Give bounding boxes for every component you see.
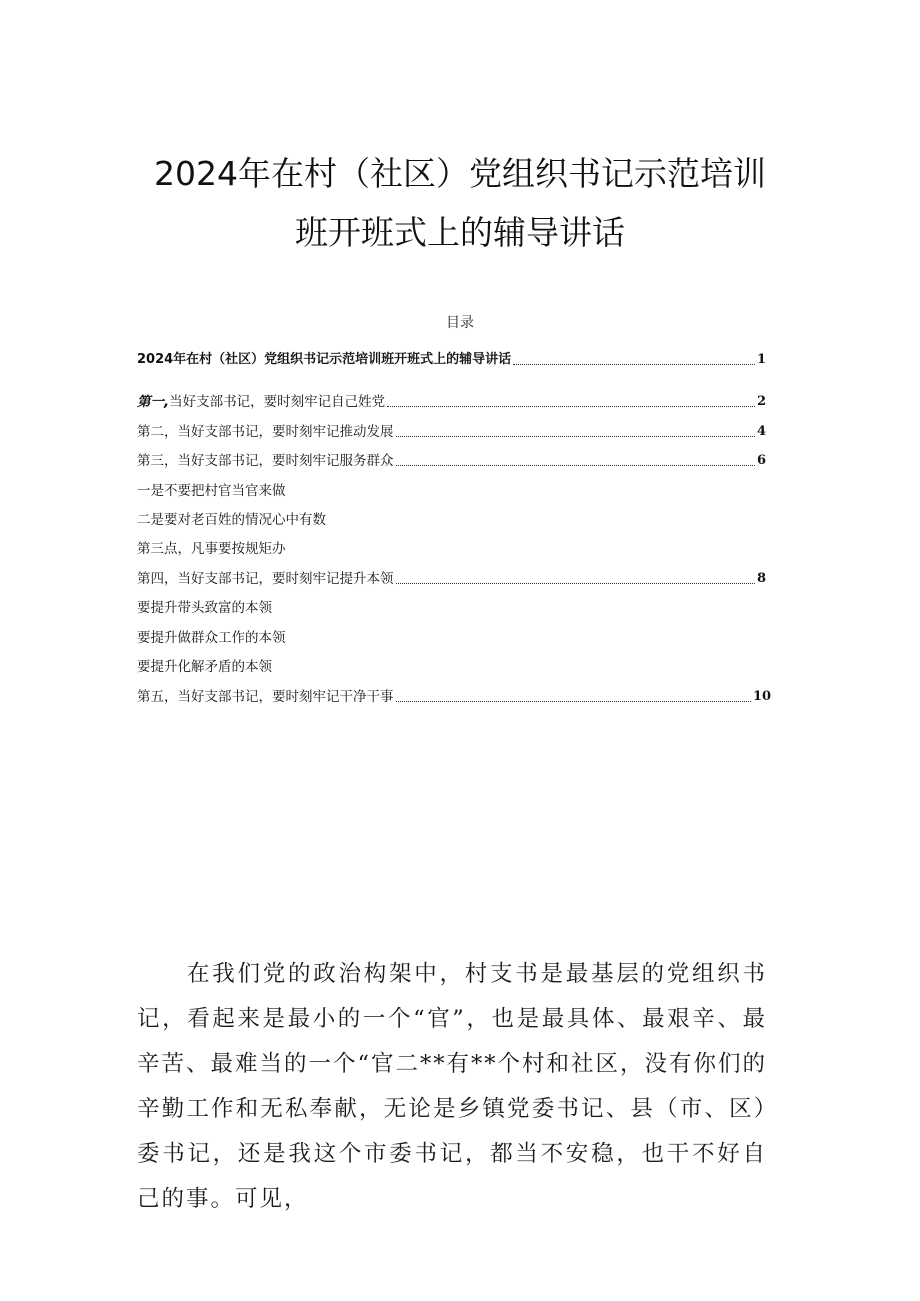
- toc-entry[interactable]: [137, 687, 772, 707]
- toc-entry[interactable]: [137, 510, 767, 530]
- toc-entry-text: 第四，当好支部书记，要时刻牢记提升本领: [137, 571, 394, 587]
- toc-page-number: 8: [757, 571, 767, 586]
- toc-entry-rest: 当好支部书记，要时刻牢记自己姓党: [169, 394, 386, 410]
- toc-entry-text: 2024年在村（社区）党组织书记示范培训班开班式上的辅导讲话: [137, 352, 512, 367]
- toc-page-number: 10: [753, 689, 772, 704]
- toc-entry[interactable]: [137, 481, 767, 501]
- toc-page-number: 1: [757, 352, 767, 367]
- toc-entry[interactable]: [137, 657, 767, 677]
- toc-entry[interactable]: [137, 350, 767, 370]
- toc-entry[interactable]: [137, 628, 767, 648]
- toc-entry[interactable]: [137, 392, 767, 412]
- toc-entry-lead: 第一,: [137, 394, 170, 410]
- toc-entry-text: 二是要对老百姓的情况心中有数: [137, 512, 326, 528]
- document-title-line-2: 班开班式上的辅导讲话: [295, 213, 625, 252]
- body-paragraph: 在我们党的政治构架中，村支书是最基层的党组织书记，看起来是最小的一个“官”，也是最具体、最艰辛、最辛苦、最难当的一个“官二**有**个村和社区，没有你们的辛勤工作和无私奉献，无论是乡镇党委书记、县（市、区）委书记，还是我这个市委书记，都当不安稳，也干不好自己的事。可见，: [137, 961, 768, 1212]
- toc-entry-text: 要提升做群众工作的本领: [137, 630, 286, 646]
- toc-entry[interactable]: [137, 451, 767, 471]
- toc-entry-text: 第二，当好支部书记，要时刻牢记推动发展: [137, 424, 394, 440]
- toc-leader-dots: [513, 364, 755, 365]
- toc-page-number: 4: [757, 424, 767, 439]
- toc-entry[interactable]: [137, 539, 767, 559]
- toc-entry-text: 一是不要把村官当官来做: [137, 483, 286, 499]
- document-title-line-1: 2024年在村（社区）党组织书记示范培训: [154, 154, 766, 193]
- toc-page-number: 6: [757, 453, 767, 468]
- toc-leader-dots: [396, 583, 756, 584]
- toc-entry-text: [137, 392, 385, 412]
- toc-page-number: 2: [757, 394, 767, 409]
- toc-entry[interactable]: [137, 598, 767, 618]
- toc-leader-dots: [396, 701, 752, 702]
- toc-entry[interactable]: [137, 569, 767, 589]
- toc-leader-dots: [396, 436, 756, 437]
- toc-entry-text: 要提升化解矛盾的本领: [137, 659, 272, 675]
- toc-entry[interactable]: [137, 422, 767, 442]
- toc-leader-dots: [396, 465, 756, 466]
- toc-heading: 目录: [446, 315, 474, 331]
- toc-entry-text: 要提升带头致富的本领: [137, 600, 272, 616]
- toc-leader-dots: [387, 406, 755, 407]
- toc-entry-text: 第三点，凡事要按规矩办: [137, 541, 286, 557]
- toc-entry-text: 第三，当好支部书记，要时刻牢记服务群众: [137, 453, 394, 469]
- toc-entry-text: 第五，当好支部书记，要时刻牢记干净干事: [137, 689, 394, 705]
